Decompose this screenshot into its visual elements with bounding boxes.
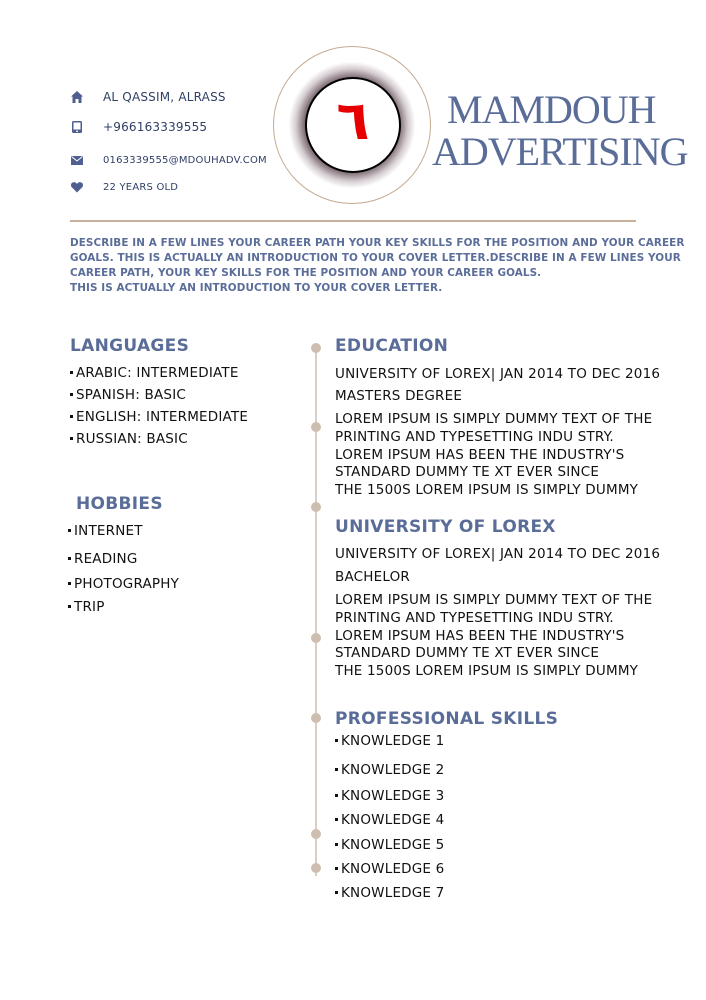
brand-name-line2: ADVERTISING <box>432 129 688 174</box>
education-institution: UNIVERSITY OF LOREX| JAN 2014 TO DEC 2016 <box>335 366 661 382</box>
language-item: ENGLISH: INTERMEDIATE <box>70 409 248 425</box>
skill-item: KNOWLEDGE 4 <box>335 812 444 828</box>
hobby-item: TRIP <box>68 599 105 615</box>
contact-email <box>70 153 267 167</box>
timeline-dot <box>311 713 321 723</box>
header-divider <box>70 220 636 222</box>
timeline-dot <box>311 863 321 873</box>
language-item: SPANISH: BASIC <box>70 387 186 403</box>
timeline-dot <box>311 829 321 839</box>
timeline-dot <box>311 502 321 512</box>
description-line: THE 1500S LOREM IPSUM IS SIMPLY DUMMY <box>335 482 639 499</box>
intro-line: THIS IS ACTUALLY AN INTRODUCTION TO YOUR COVER LETTER. <box>70 282 443 294</box>
hobbies-heading: HOBBIES <box>76 494 163 514</box>
skill-item: KNOWLEDGE 6 <box>335 861 444 877</box>
language-item: RUSSIAN: BASIC <box>70 431 188 447</box>
education-heading: EDUCATION <box>335 336 449 356</box>
description-line: PRINTING AND TYPESETTING INDU STRY. <box>335 609 614 626</box>
timeline-dot <box>311 422 321 432</box>
description-line: THE 1500S LOREM IPSUM IS SIMPLY DUMMY <box>335 663 639 680</box>
university-heading: UNIVERSITY OF LOREX <box>335 517 556 537</box>
logo-glyph: ٦ <box>336 89 370 152</box>
education-degree: MASTERS DEGREE <box>335 388 463 404</box>
description-line: LOREM IPSUM HAS BEEN THE INDUSTRY'S <box>335 627 625 644</box>
contact-age <box>70 180 178 194</box>
languages-heading: LANGUAGES <box>70 336 190 356</box>
description-line: LOREM IPSUM HAS BEEN THE INDUSTRY'S <box>335 446 625 463</box>
skill-item: KNOWLEDGE 3 <box>335 788 444 804</box>
skill-item: KNOWLEDGE 7 <box>335 885 444 901</box>
intro-paragraph <box>70 236 685 296</box>
description-line: LOREM IPSUM IS SIMPLY DUMMY TEXT OF THE <box>335 411 653 427</box>
description-line: STANDARD DUMMY TE XT EVER SINCE <box>335 645 600 662</box>
skill-item: KNOWLEDGE 5 <box>335 837 444 853</box>
email-text: 0163339555@MDOUHADV.COM <box>103 154 267 166</box>
skill-item: KNOWLEDGE 2 <box>335 762 444 778</box>
age-text: 22 YEARS OLD <box>103 181 179 193</box>
brand-name-line1: MAMDOUH <box>447 87 656 132</box>
home-icon <box>70 90 84 104</box>
timeline-dot <box>311 343 321 353</box>
location-text: AL QASSIM, ALRASS <box>103 90 226 104</box>
skill-item: KNOWLEDGE 1 <box>335 733 444 749</box>
hobby-item: READING <box>68 551 137 567</box>
description-line: STANDARD DUMMY TE XT EVER SINCE <box>335 464 600 481</box>
hobby-item: PHOTOGRAPHY <box>68 576 179 592</box>
hobby-item: INTERNET <box>68 523 143 539</box>
phone-text: +966163339555 <box>103 120 208 134</box>
timeline-dot <box>311 633 321 643</box>
language-item: ARABIC: INTERMEDIATE <box>70 365 239 381</box>
university-institution: UNIVERSITY OF LOREX| JAN 2014 TO DEC 2016 <box>335 546 661 562</box>
phone-icon <box>70 120 84 134</box>
intro-line: DESCRIBE IN A FEW LINES YOUR CAREER PATH YOUR KEY SKILLS FOR THE POSITION AND YOUR CAREER <box>70 237 685 249</box>
intro-line: GOALS. THIS IS ACTUALLY AN INTRODUCTION TO YOUR COVER LETTER.DESCRIBE IN A FEW LINES YOUR <box>70 252 681 264</box>
university-degree: BACHELOR <box>335 569 411 585</box>
intro-line: CAREER PATH, YOUR KEY SKILLS FOR THE POSITION AND YOUR CAREER GOALS. <box>70 267 542 279</box>
description-line: LOREM IPSUM IS SIMPLY DUMMY TEXT OF THE <box>335 592 653 608</box>
mail-icon <box>70 153 84 167</box>
education-description <box>335 411 675 500</box>
contact-location <box>70 90 226 104</box>
heart-icon <box>70 180 84 194</box>
contact-phone <box>70 120 207 134</box>
logo-badge <box>305 77 401 173</box>
description-line: PRINTING AND TYPESETTING INDU STRY. <box>335 428 614 445</box>
university-description <box>335 592 675 681</box>
skills-heading: PROFESSIONAL SKILLS <box>335 709 559 729</box>
